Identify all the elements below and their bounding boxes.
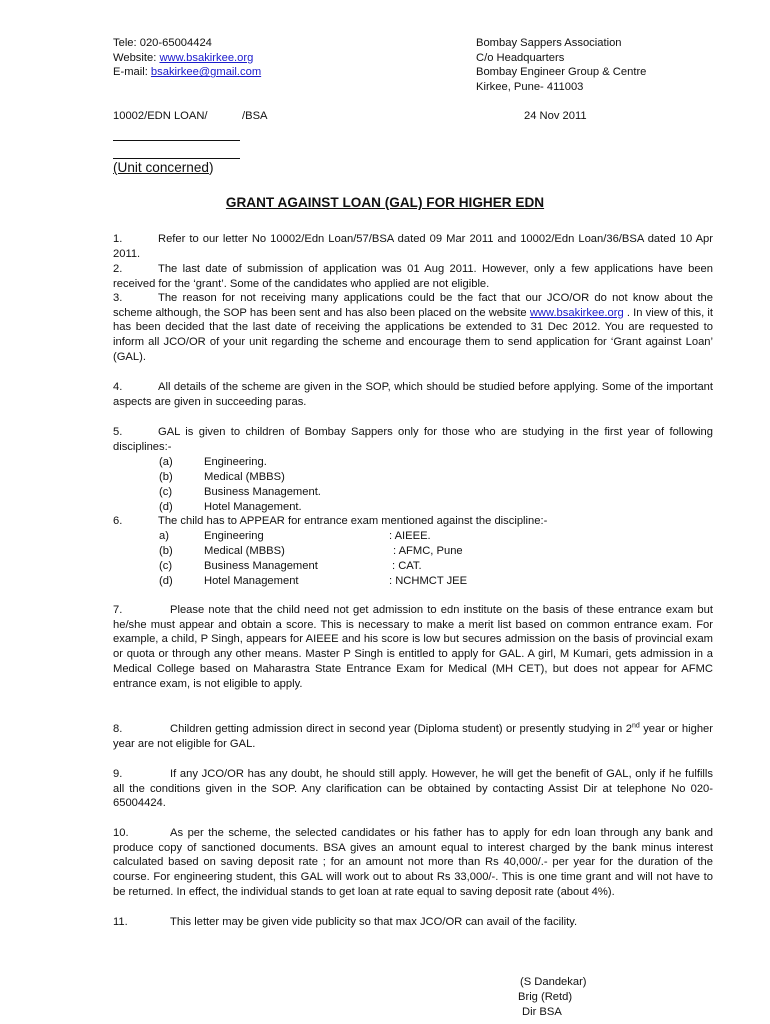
letter-title: GRANT AGAINST LOAN (GAL) FOR HIGHER EDN xyxy=(225,195,545,210)
addressee-blank-line-1 xyxy=(113,140,240,141)
paragraph-3: 3. The reason for not receiving many applications could be the fact that our JCO/OR do not know about the scheme although, the SOP has been sent and has also been placed on the website www.bsakirkee.org . In view of this, it has been decided that the last date of receiving the applications be extended to 31 Dec 2012. You are requested to inform all JCO/OR of your unit regarding the scheme and encourage them to send application for ‘Grant against Loan’ (GAL). xyxy=(113,292,713,363)
paragraph-9: 9. If any JCO/OR has any doubt, he should still apply. However, he will get the benefit of GAL, only if he fulfills all the conditions given in the SOP. Any clarification can be obtained by contacting Assist Dir at telephone No 020-65004424. xyxy=(113,768,713,810)
list-item-label: (d) xyxy=(159,575,173,587)
para-number: 11. xyxy=(113,916,128,928)
list-item-label: (a) xyxy=(159,456,173,468)
sender-contact-block xyxy=(113,36,261,80)
list-item: Hotel Management xyxy=(204,575,299,587)
list-item: Medical (MBBS) xyxy=(204,471,285,483)
list-item-label: (d) xyxy=(159,501,173,513)
list-item-label: (c) xyxy=(159,560,173,572)
para-number: 3. xyxy=(113,292,123,304)
website-link[interactable]: www.bsakirkee.org xyxy=(529,306,624,319)
list-item-label: (b) xyxy=(159,545,173,557)
para-number: 10. xyxy=(113,827,129,839)
exam-name: : AFMC, Pune xyxy=(393,545,463,557)
list-item-label: a) xyxy=(159,530,169,542)
superscript: nd xyxy=(631,722,640,730)
para-number: 4. xyxy=(113,381,123,393)
telephone: Tele: 020-65004424 xyxy=(113,37,212,49)
exam-name: : NCHMCT JEE xyxy=(389,575,468,587)
paragraph-2: 2. The last date of submission of application was 01 Aug 2011. However, only a few applications have been received for the ‘grant’. Some of the candidates who applied are not eligible. xyxy=(113,263,713,290)
exam-name: : CAT. xyxy=(392,560,422,572)
paragraph-4: 4. All details of the scheme are given in the SOP, which should be studied before applying. Some of the important aspects are given in succeeding paras. xyxy=(113,381,713,408)
paragraph-7: 7. Please note that the child need not get admission to edn institute on the basis of these entrance exam but he/she must appear and obtain a score. This is necessary to make a merit list based on common entrance exam. For example, a child, P Singh, appears for AIEEE and his score is low but secures admission on the basis of provincial exam or quota or through any other means. Master P Singh is entitled to apply for GAL. A girl, M Kumari, gets admission in a Medical College based on Maharastra State Entrance Exam for Medical (MH CET), but does not appear for AFMC entrance exam, is not eligible to apply. xyxy=(113,604,713,690)
reference-number: 10002/EDN LOAN/ xyxy=(113,110,208,122)
addressee-unit: (Unit concerned) xyxy=(113,160,214,175)
paragraph-1: 1. Refer to our letter No 10002/Edn Loan/57/BSA dated 09 Mar 2011 and 10002/Edn Loan/36/BSA dated 10 Apr 2011. xyxy=(113,233,713,260)
addressee-blank-line-2 xyxy=(113,158,240,159)
list-item-label: (c) xyxy=(159,486,173,498)
sender-address-block xyxy=(476,36,646,95)
list-item-label: (b) xyxy=(159,471,173,483)
reference-suffix: /BSA xyxy=(242,110,268,122)
list-item: Business Management. xyxy=(204,486,321,498)
paragraph-6: 6. The child has to APPEAR for entrance exam mentioned against the discipline:- xyxy=(113,515,548,527)
address-line-4: Kirkee, Pune- 411003 xyxy=(476,81,584,94)
para-number: 1. xyxy=(113,233,123,245)
email-link[interactable]: bsakirkee@gmail.com xyxy=(150,66,262,79)
signatory-name: (S Dandekar) xyxy=(520,976,587,988)
list-item: Medical (MBBS) xyxy=(204,545,285,557)
address-line-2: C/o Headquarters xyxy=(476,51,565,64)
list-item: Business Management xyxy=(204,560,318,572)
signatory-rank: Brig (Retd) xyxy=(518,991,573,1003)
address-line-1: Bombay Sappers Association xyxy=(476,37,622,49)
list-item: Engineering. xyxy=(204,456,267,468)
letter-date: 24 Nov 2011 xyxy=(524,110,587,122)
para-number: 8. xyxy=(113,723,123,735)
paragraph-10: 10. As per the scheme, the selected candidates or his father has to apply for edn loan through any bank and produce copy of sanctioned documents. BSA gives an amount equal to interest charged by the bank minus interest calculated based on saving deposit rate ; for an amount not more than Rs 40,000/.- per year for the duration of the course. For engineering student, this GAL will work out to about Rs 33,000/-. This is one time grant and will not have to be returned. In effect, the individual stands to get loan at rate equal to saving deposit rate (about 4%). xyxy=(113,827,713,898)
email-line: E-mail: bsakirkee@gmail.com xyxy=(113,66,262,79)
para-number: 6. xyxy=(113,515,123,527)
signatory-appointment: Dir BSA xyxy=(522,1006,562,1018)
paragraph-8: 8. Children getting admission direct in second year (Diploma student) or presently studying in 2nd year or higher year are not eligible for GAL. xyxy=(113,722,713,750)
website-link[interactable]: www.bsakirkee.org xyxy=(159,51,254,64)
address-line-3: Bombay Engineer Group & Centre xyxy=(476,66,647,79)
para-number: 5. xyxy=(113,426,123,438)
para-number: 7. xyxy=(113,604,123,616)
website-line: Website: www.bsakirkee.org xyxy=(113,51,254,64)
para-number: 2. xyxy=(113,263,123,275)
paragraph-11: 11. This letter may be given vide publicity so that max JCO/OR can avail of the facility. xyxy=(113,916,578,928)
para-number: 9. xyxy=(113,768,123,780)
paragraph-5: 5. GAL is given to children of Bombay Sappers only for those who are studying in the first year of following disciplines:- xyxy=(113,426,713,453)
list-item: Hotel Management. xyxy=(204,501,302,513)
list-item: Engineering xyxy=(204,530,264,542)
exam-name: : AIEEE. xyxy=(389,530,431,542)
